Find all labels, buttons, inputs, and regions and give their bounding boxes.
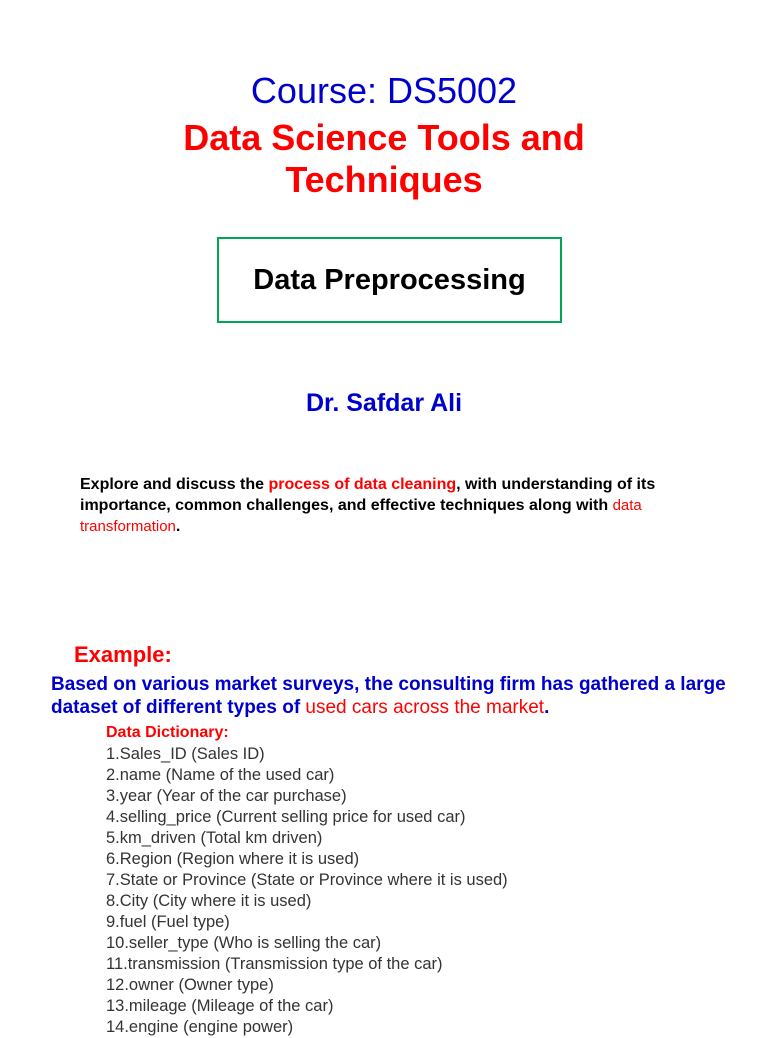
course-subtitle-line-1: Data Science Tools and: [183, 117, 585, 158]
data-dictionary-list: [106, 744, 508, 1038]
course-title: Course: DS5002: [250, 70, 518, 111]
list-item: 10.seller_type (Who is selling the car): [106, 934, 382, 952]
example-text-2: .: [544, 697, 550, 718]
course-subtitle: [0, 117, 768, 201]
list-item: 8.City (City where it is used): [106, 892, 312, 910]
data-dictionary-heading: Data Dictionary:: [106, 724, 229, 741]
intro-paragraph: [80, 474, 710, 537]
example-text-1: Based on various market surveys, the consulting firm has gathered a large dataset of different types of: [51, 674, 726, 718]
list-item: 9.fuel (Fuel type): [106, 913, 230, 931]
example-highlight-used-cars: used cars across the market: [305, 697, 545, 718]
example-heading: Example:: [74, 642, 172, 667]
list-item: 1.Sales_ID (Sales ID): [106, 745, 265, 763]
list-item: 13.mileage (Mileage of the car): [106, 997, 334, 1015]
list-item: 2.name (Name of the used car): [106, 766, 335, 784]
course-subtitle-line-2: Techniques: [285, 159, 483, 200]
list-item: 4.selling_price (Current selling price for used car): [106, 808, 466, 826]
list-item: 11.transmission (Transmission type of the car): [106, 955, 443, 973]
author-name: Dr. Safdar Ali: [305, 389, 463, 417]
intro-text-2: , with understanding of its importance, common challenges, and effective techniques along with: [80, 476, 656, 514]
list-item: 14.engine (engine power): [106, 1018, 294, 1036]
example-paragraph: [51, 673, 741, 719]
list-item: 6.Region (Region where it is used): [106, 850, 360, 868]
list-item: 3.year (Year of the car purchase): [106, 787, 347, 805]
intro-text-3: .: [175, 518, 181, 535]
list-item: 7.State or Province (State or Province where it is used): [106, 871, 508, 889]
list-item: 5.km_driven (Total km driven): [106, 829, 323, 847]
list-item: 12.owner (Owner type): [106, 976, 274, 994]
intro-text-1: Explore and discuss the: [80, 476, 269, 493]
topic-title: Data Preprocessing: [253, 263, 526, 296]
topic-box: [217, 237, 562, 323]
intro-highlight-data-cleaning: process of data cleaning: [268, 476, 457, 493]
intro-highlight-data-transformation: data transformation: [80, 497, 642, 535]
